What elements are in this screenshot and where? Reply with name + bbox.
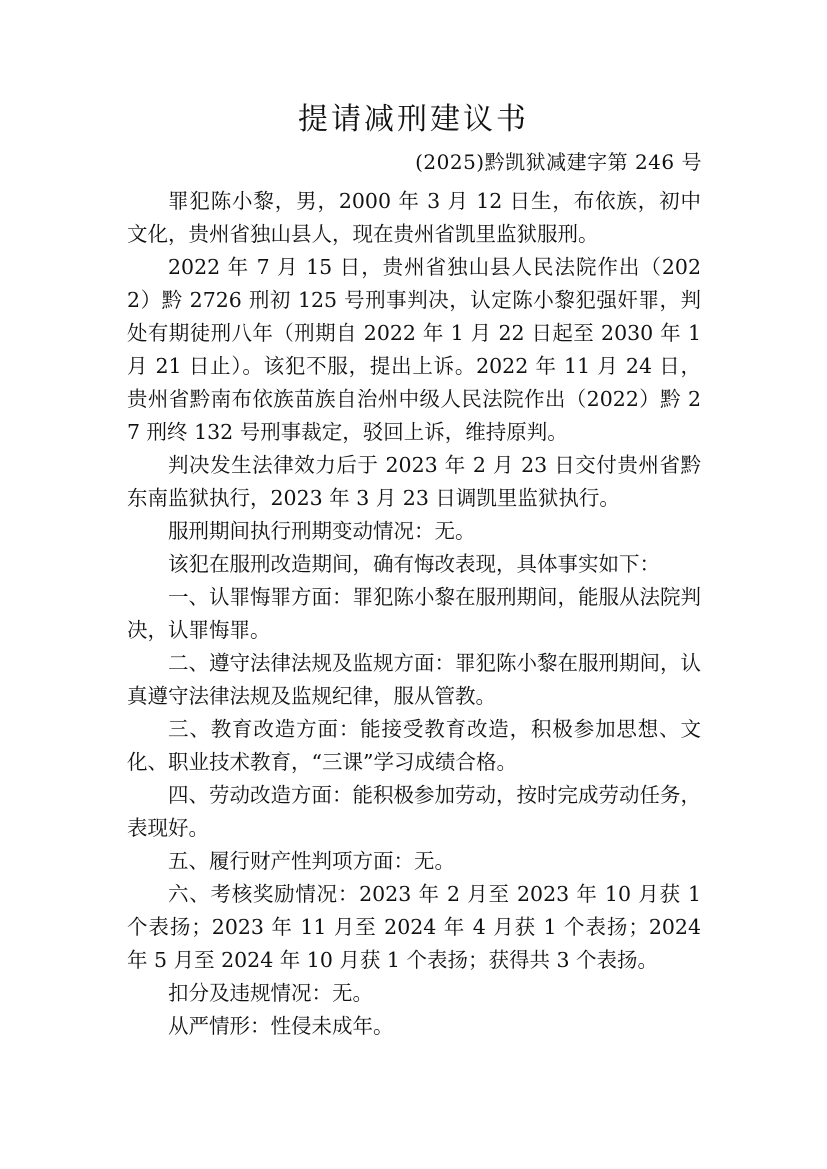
paragraph-obey-rules: 二、遵守法律法规及监规方面：罪犯陈小黎在服刑期间，认真遵守法律法规及监规纪律，服从管教。: [127, 651, 701, 708]
document-body: [127, 185, 701, 1043]
paragraph-criminal-info: 罪犯陈小黎，男，2000 年 3 月 12 日生，布依族，初中文化，贵州省独山县人，现在贵州省凯里监狱服刑。: [127, 189, 701, 246]
paragraph-strict-circumstances: 从严情形：性侵未成年。: [168, 1014, 394, 1038]
paragraph-education: 三、教育改造方面：能接受教育改造，积极参加思想、文化、职业技术教育，“三课”学习成绩合格。: [127, 717, 701, 774]
paragraph-judgment: 2022 年 7 月 15 日，贵州省独山县人民法院作出（2022）黔 2726 刑初 125 号刑事判决，认定陈小黎犯强奸罪，判处有期徒刑八年（刑期自 2022 年 1 月 22 日起至 2030 年 1 月 21 日止）。该犯不服，提出上诉。2022 年 11 月 24 日，贵州省黔南布依族苗族自治州中级人民法院作出（2022）黔 27 刑终 132 号刑事裁定，驳回上诉，维持原判。: [127, 255, 701, 444]
paragraph-repentance-intro: 该犯在服刑改造期间，确有悔改表现，具体事实如下：: [168, 552, 660, 576]
paragraph-property-judgment: 五、履行财产性判项方面：无。: [168, 849, 455, 873]
paragraph-admit-guilt: 一、认罪悔罪方面：罪犯陈小黎在服刑期间，能服从法院判决，认罪悔罪。: [127, 585, 701, 642]
document-title: 提请减刑建议书: [298, 102, 529, 137]
document-number: (2025)黔凯狱减建字第 246 号: [415, 150, 702, 174]
paragraph-execution: 判决发生法律效力后于 2023 年 2 月 23 日交付贵州省黔东南监狱执行，2023 年 3 月 23 日调凯里监狱执行。: [127, 453, 701, 510]
paragraph-rewards: 六、考核奖励情况：2023 年 2 月至 2023 年 10 月获 1 个表扬；2023 年 11 月至 2024 年 4 月获 1 个表扬；2024 年 5 月至 2024 年 10 月获 1 个表扬；获得共 3 个表扬。: [127, 882, 701, 972]
paragraph-labor: 四、劳动改造方面：能积极参加劳动，按时完成劳动任务，表现好。: [127, 783, 701, 840]
paragraph-sentence-changes: 服刑期间执行刑期变动情况：无。: [168, 519, 476, 543]
paragraph-violations: 扣分及违规情况：无。: [168, 981, 373, 1005]
